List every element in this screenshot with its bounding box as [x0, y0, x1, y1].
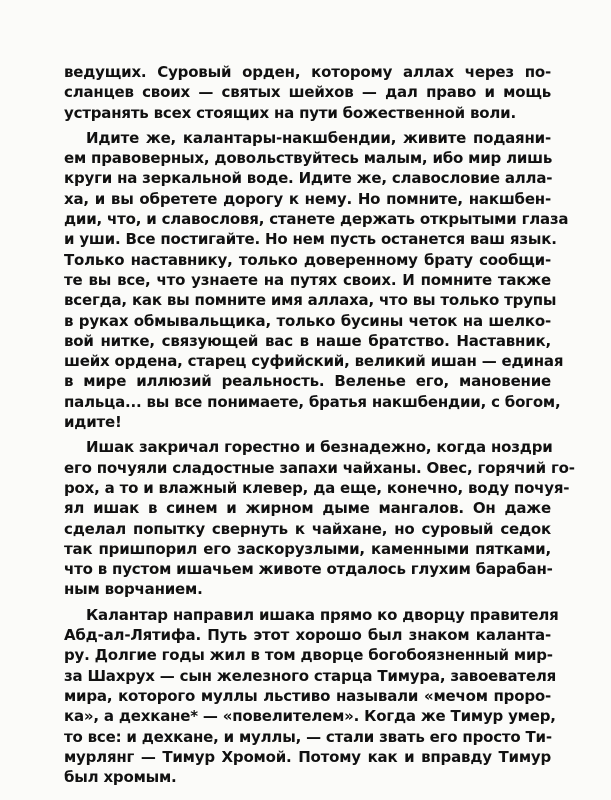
- text-line: его почуяли сладостные запахи чайханы. Овес, горячий го-: [64, 458, 575, 477]
- text-line: ка», а дехкане* — «повелителем». Когда же Тимур умер,: [64, 707, 556, 726]
- paragraph-2: [64, 128, 569, 432]
- text-line: был хромым.: [64, 768, 177, 787]
- text-line: ем правоверных, довольствуйтесь малым, ибо мир лишь: [64, 149, 553, 168]
- text-line: Абд-ал-Лятифа. Путь этот хорошо был знаком каланта-: [64, 626, 551, 645]
- text-line: ха, и вы обретете дорогу к нему. Но помните, накшбен-: [64, 189, 551, 208]
- paragraph-4: [64, 605, 559, 788]
- text-line: рох, а то и влажный клевер, да еще, конечно, воду почуя-: [64, 478, 570, 497]
- text-line: вой нитке, связующей вас в наше братство. Наставник,: [64, 331, 551, 350]
- text-line: в мире иллюзий реальность. Веленье его, мановение: [64, 372, 551, 391]
- body-text: [64, 62, 575, 792]
- text-line: за Шахрух — сын железного старца Тимура, завоевателя: [64, 666, 557, 685]
- text-line: Калантар направил ишака прямо ко дворцу правителя: [86, 605, 559, 624]
- paragraph-1: [64, 62, 551, 123]
- text-line: сланцев своих — святых шейхов — дал право и мощь: [64, 83, 551, 102]
- text-line: Идите же, калантары-накшбендии, живите подаяни-: [86, 128, 551, 147]
- text-line: то все: и дехкане, и муллы, — стали звать его просто Ти-: [64, 727, 552, 746]
- text-line: Только наставнику, только доверенному брату сообщи-: [64, 250, 551, 269]
- text-line: ведущих. Суровый орден, которому аллах через по-: [64, 63, 551, 81]
- text-line: мира, которого муллы льстиво называли «мечом проро-: [64, 686, 551, 705]
- text-line: так пришпорил его заскорузлыми, каменными пятками,: [64, 539, 551, 558]
- text-line: Ишак закричал горестно и безнадежно, когда ноздри: [86, 438, 553, 457]
- text-line: шейх ордена, старец суфийский, великий ишан — единая: [64, 352, 564, 371]
- text-line: сделал попытку свернуть к чайхане, но суровый седок: [64, 519, 551, 538]
- text-line: и уши. Все постигайте. Но нем пусть останется ваш язык.: [64, 230, 557, 249]
- paragraph-3: [64, 437, 575, 599]
- text-line: в руках обмывальщика, только бусины четок на шелко-: [64, 311, 551, 330]
- text-line: что в пустом ишачьем животе отдалось глухим барабан-: [64, 560, 553, 579]
- text-line: ял ишак в синем и жирном дыме мангалов. Он даже: [64, 499, 551, 518]
- text-line: мурлянг — Тимур Хромой. Потому как и вправду Тимур: [64, 747, 551, 766]
- text-line: всегда, как вы помните имя аллаха, что вы только трупы: [64, 291, 557, 310]
- text-line: круги на зеркальной воде. Идите же, славословие алла-: [64, 169, 553, 188]
- text-line: идите!: [64, 413, 122, 432]
- text-line: ру. Долгие годы жил в том дворце богобоязненный мир-: [64, 646, 553, 665]
- text-line: дии, что, и славословя, станете держать открытыми глаза: [64, 210, 569, 229]
- text-line: те вы все, что узнаете на путях своих. И помните также: [64, 270, 551, 289]
- text-line: ным ворчанием.: [64, 580, 203, 599]
- text-line: пальца... вы все понимаете, братья накшбендии, с богом,: [64, 392, 561, 411]
- text-line: устранять всех стоящих на пути божественной воли.: [64, 103, 516, 122]
